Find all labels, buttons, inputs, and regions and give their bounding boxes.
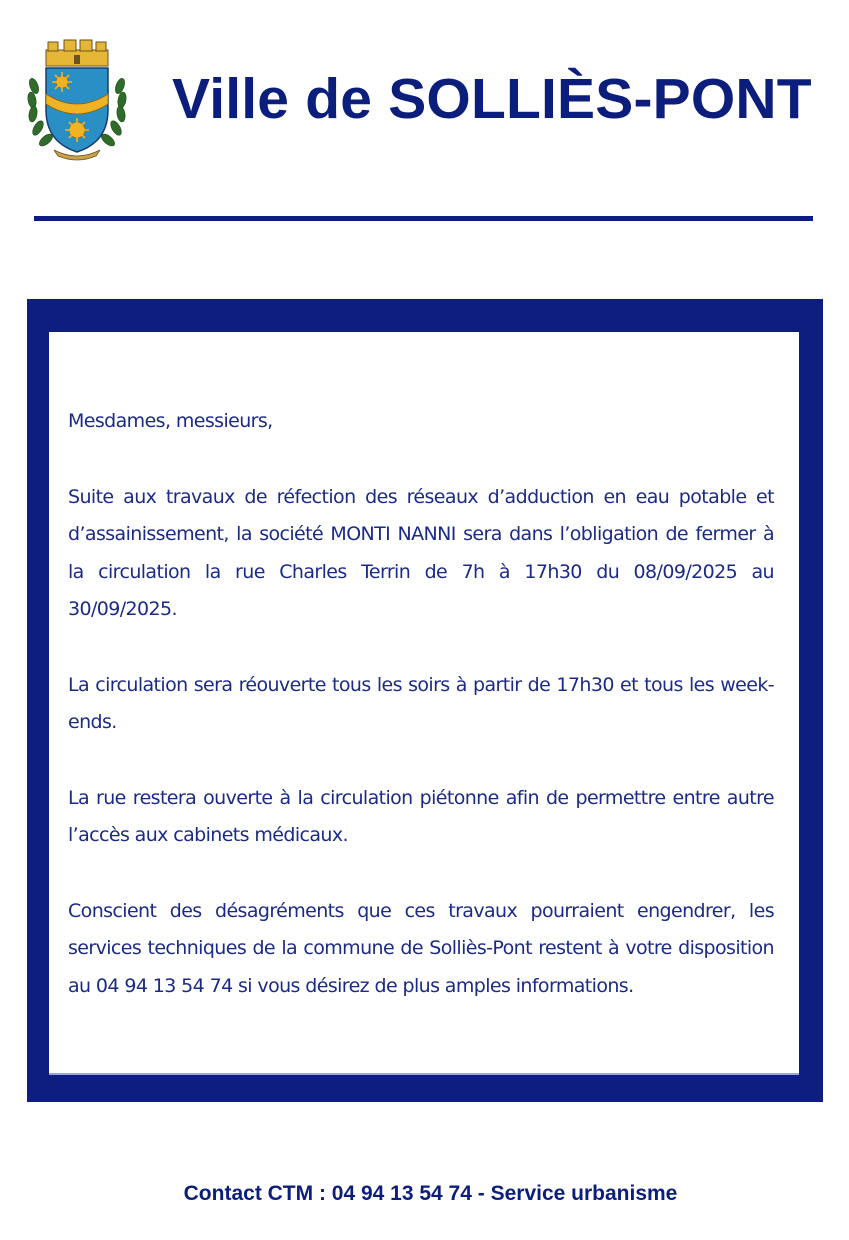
notice-greeting: Mesdames, messieurs, xyxy=(68,410,273,432)
coat-of-arms-icon xyxy=(24,38,130,164)
notice-paragraph-pedestrian: La rue restera ouverte à la circulation piétonne afin de permettre entre autre l’accès aux cabinets médicaux. xyxy=(68,786,774,846)
town-title: Ville de SOLLIÈS-PONT xyxy=(172,67,812,131)
notice-paragraph-works: Suite aux travaux de réfection des réseaux d’adduction en eau potable et d’assainissement, la société MONTI NANNI sera dans l’obligation de fermer à la circulation la rue Charles Terrin de 7h à 17h30 du 08/09/2025 au 30/09/2025. xyxy=(68,485,774,620)
notice-text xyxy=(68,403,774,1043)
notice-paragraph-reopening: La circulation sera réouverte tous les soirs à partir de 17h30 et tous les week-ends. xyxy=(68,673,774,733)
footer-contact: Contact CTM : 04 94 13 54 74 - Service urbanisme xyxy=(183,1182,678,1205)
notice-frame xyxy=(27,299,823,1102)
header-divider xyxy=(34,216,813,221)
notice-paragraph-contact: Conscient des désagréments que ces travaux pourraient engendrer, les services techniques de la commune de Solliès-Pont restent à votre disposition au 04 94 13 54 74 si vous désirez de plus amples informations. xyxy=(68,899,774,997)
notice-body xyxy=(49,332,799,1075)
